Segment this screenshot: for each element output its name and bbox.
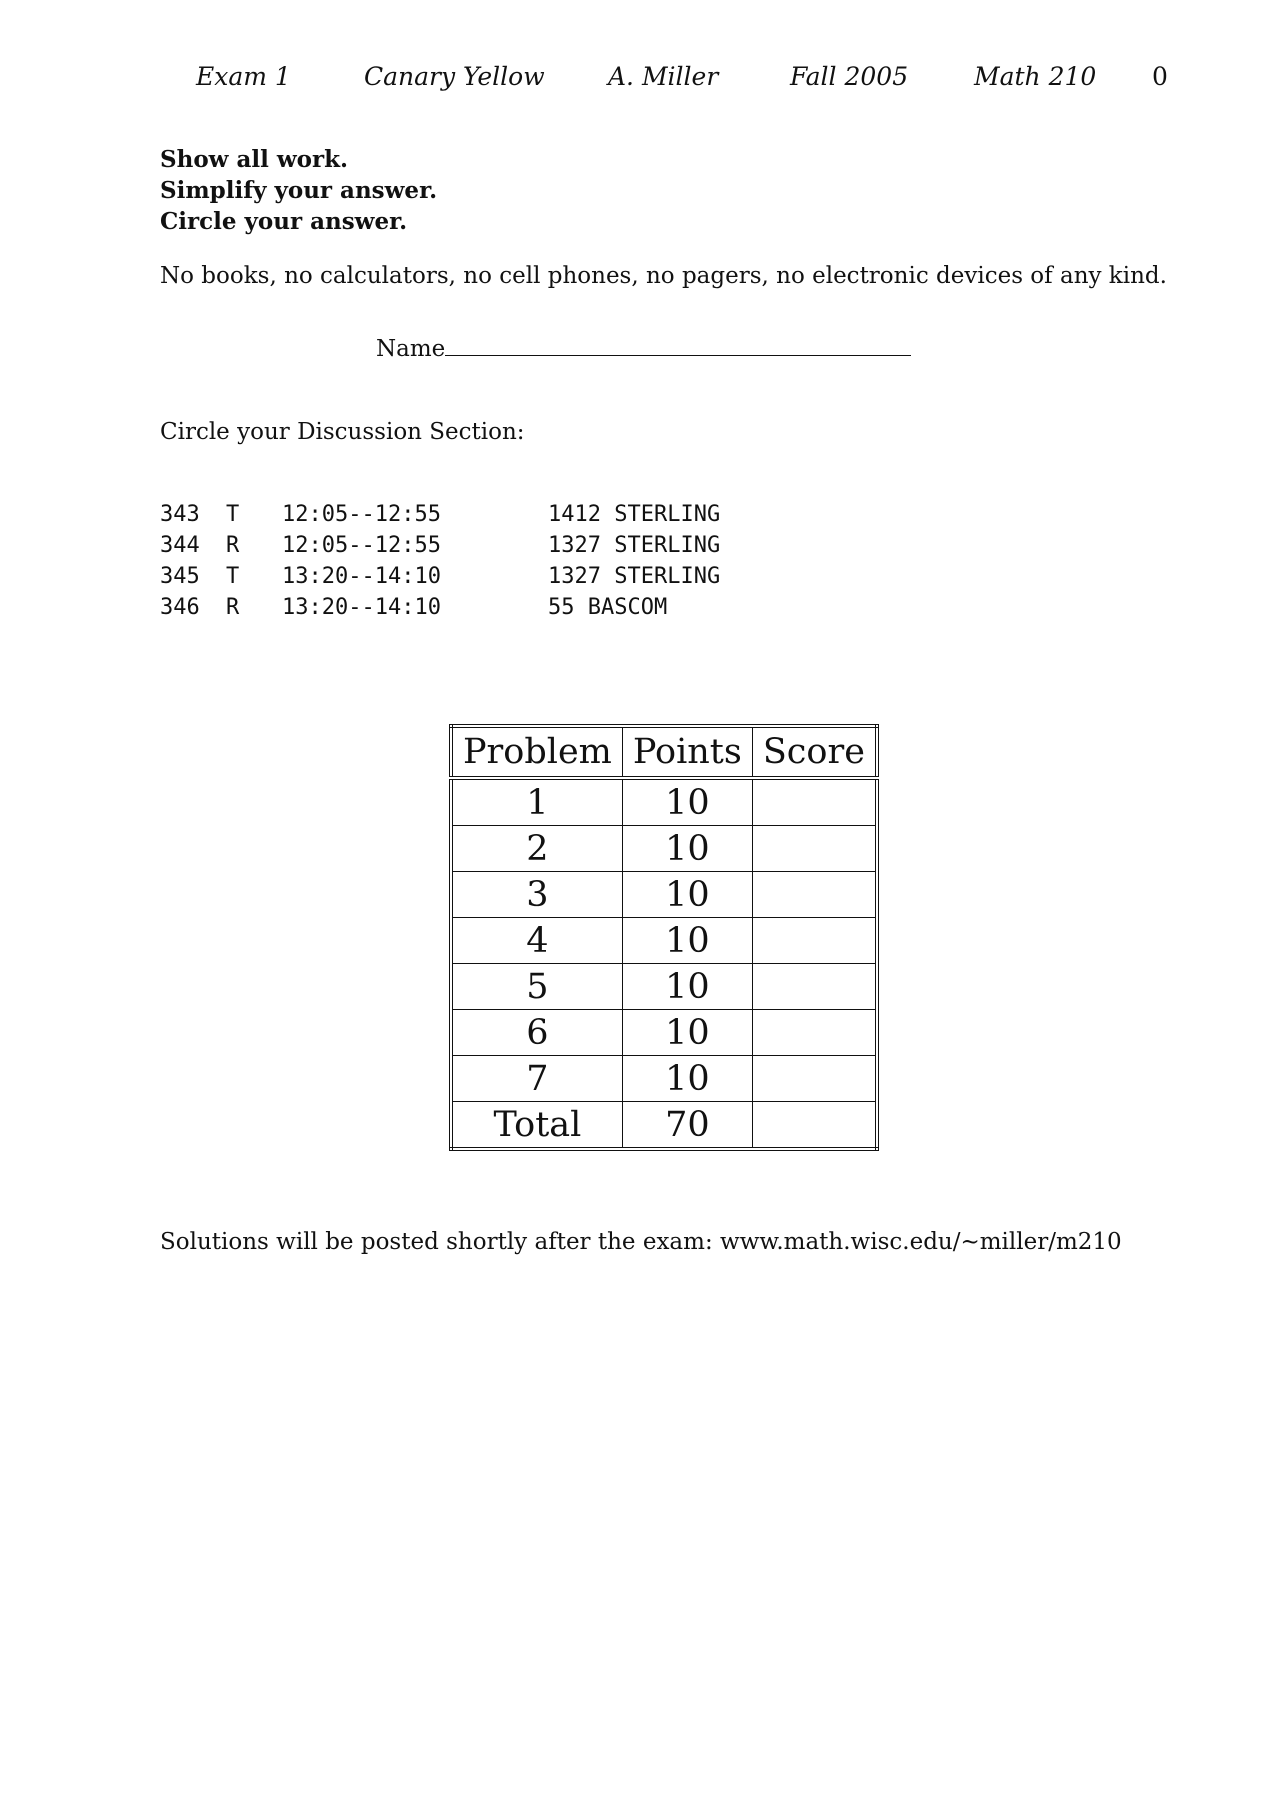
section-room: 1412 STERLING	[548, 502, 721, 527]
term: Fall 2005	[790, 62, 909, 91]
section-room: 55 BASCOM	[548, 595, 668, 620]
section-number: 346	[160, 595, 200, 620]
section-number: 345	[160, 564, 200, 589]
score-cell[interactable]	[752, 1010, 877, 1056]
section-room: 1327 STERLING	[548, 564, 721, 589]
table-header-row	[451, 726, 877, 778]
points-cell: 10	[622, 1010, 752, 1056]
problem-cell: 1	[451, 778, 622, 826]
exam-title: Exam 1	[196, 62, 291, 91]
page-number: 0	[1152, 62, 1168, 91]
points-cell: 10	[622, 1056, 752, 1102]
table-row	[451, 964, 877, 1010]
name-field-row	[376, 333, 911, 362]
section-day: R	[226, 595, 240, 620]
section-time: 12:05--12:55	[282, 533, 441, 558]
instruction-line: Show all work.	[160, 146, 349, 173]
exam-rules: No books, no calculators, no cell phones, no pagers, no electronic devices of any kind.	[160, 263, 1167, 289]
problem-cell: 5	[451, 964, 622, 1010]
section-time: 13:20--14:10	[282, 595, 441, 620]
column-header-points: Points	[622, 726, 752, 778]
problem-cell: 4	[451, 918, 622, 964]
section-time: 12:05--12:55	[282, 502, 441, 527]
score-cell[interactable]	[752, 778, 877, 826]
table-row	[451, 778, 877, 826]
name-blank-line[interactable]	[445, 333, 911, 356]
exam-color: Canary Yellow	[364, 62, 545, 91]
problem-cell: 2	[451, 826, 622, 872]
instructions	[160, 144, 437, 237]
column-header-problem: Problem	[451, 726, 622, 778]
table-row	[451, 826, 877, 872]
table-row	[451, 1056, 877, 1102]
table-row	[451, 1102, 877, 1150]
name-label: Name	[376, 336, 446, 362]
instructor-name: A. Miller	[608, 62, 719, 91]
section-number: 344	[160, 533, 200, 558]
points-cell: 70	[622, 1102, 752, 1150]
table-row	[451, 872, 877, 918]
section-room: 1327 STERLING	[548, 533, 721, 558]
score-table	[449, 724, 879, 1151]
problem-cell: Total	[451, 1102, 622, 1150]
score-cell[interactable]	[752, 872, 877, 918]
points-cell: 10	[622, 964, 752, 1010]
problem-cell: 3	[451, 872, 622, 918]
section-number: 343	[160, 502, 200, 527]
table-row	[451, 1010, 877, 1056]
points-cell: 10	[622, 778, 752, 826]
score-cell[interactable]	[752, 918, 877, 964]
section-time: 13:20--14:10	[282, 564, 441, 589]
problem-cell: 6	[451, 1010, 622, 1056]
instruction-line: Simplify your answer.	[160, 177, 438, 204]
problem-cell: 7	[451, 1056, 622, 1102]
course-name: Math 210	[974, 62, 1097, 91]
points-cell: 10	[622, 918, 752, 964]
points-cell: 10	[622, 872, 752, 918]
solutions-note: Solutions will be posted shortly after the exam: www.math.wisc.edu/∼miller/m210	[160, 1229, 1122, 1255]
section-day: T	[226, 502, 240, 527]
score-cell[interactable]	[752, 1056, 877, 1102]
section-day: T	[226, 564, 240, 589]
section-day: R	[226, 533, 240, 558]
score-cell[interactable]	[752, 964, 877, 1010]
points-cell: 10	[622, 826, 752, 872]
column-header-score: Score	[752, 726, 877, 778]
score-cell[interactable]	[752, 1102, 877, 1150]
table-row	[451, 918, 877, 964]
section-prompt: Circle your Discussion Section:	[160, 419, 525, 445]
score-cell[interactable]	[752, 826, 877, 872]
page-header	[196, 62, 1176, 98]
instruction-line: Circle your answer.	[160, 208, 408, 235]
